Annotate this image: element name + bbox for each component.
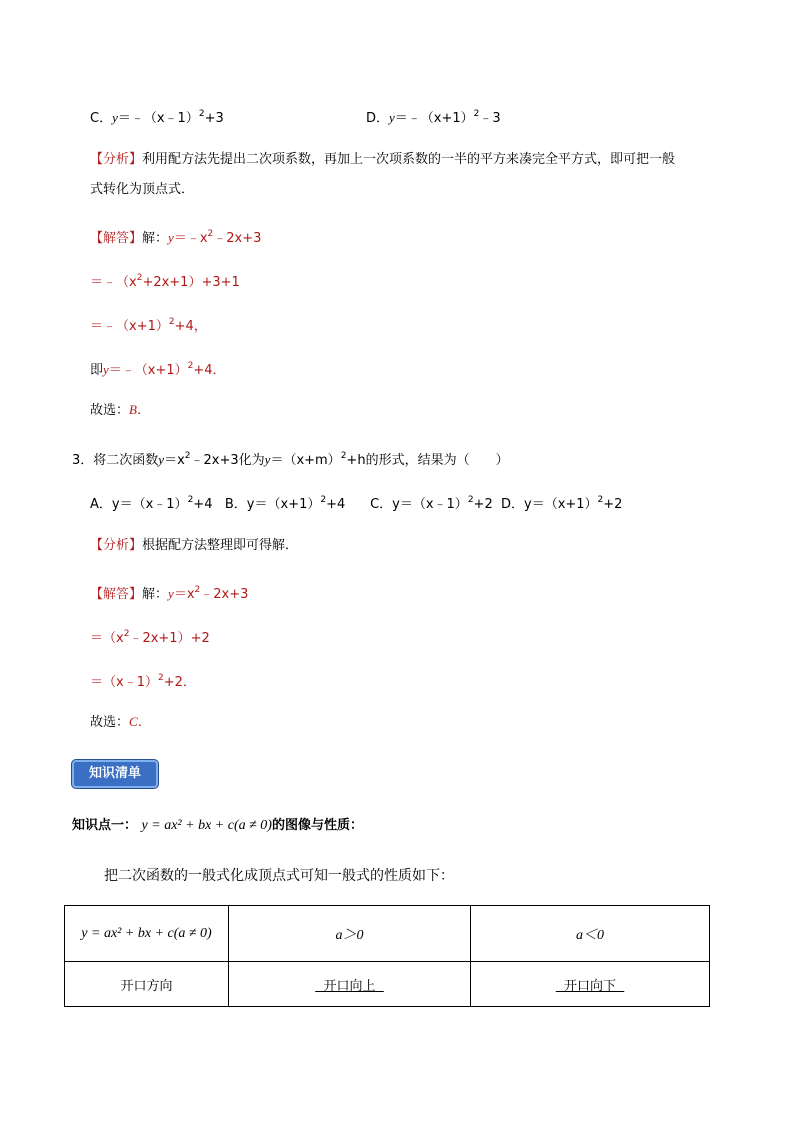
answer-line-3: $=﹣(x+1)^2+4$， [90, 317, 207, 334]
option-c: C．y＝﹣（x﹣1）$^2$+3 [90, 109, 224, 126]
knowledge-list-tag: 知识清单 [72, 760, 158, 788]
option-c: C．y＝（x﹣1）$^2$+2 [370, 495, 493, 512]
analysis-paragraph-cont: 式转化为顶点式． [90, 182, 195, 197]
table-cell: 开口向上 [229, 962, 471, 1007]
table-cell: 开口方向 [65, 962, 229, 1007]
table-header-cell: a＜0 [471, 906, 710, 962]
formula: y = ax² + bx + c(a ≠ 0) [141, 818, 272, 833]
answer-tag: 【解答】 [90, 231, 143, 246]
option-b: B．$y=(x+1)^2+4$ [224, 495, 346, 512]
table-row [65, 906, 710, 962]
answer-line-1: 【解答】解：$y=﹣x^2﹣2x+3$ [90, 229, 262, 246]
properties-table [64, 905, 710, 1007]
question-3-options [90, 492, 622, 513]
answer-tag: 【解答】 [90, 587, 143, 602]
answer-choice: 故选：B． [90, 402, 150, 418]
answer-choice: 故选：C． [90, 714, 151, 730]
answer-line-1: 【解答】解：$y=x^2﹣2x+3$ [90, 585, 249, 602]
knowledge-intro: 把二次函数的一般式化成顶点式可知一般式的性质如下： [104, 868, 454, 884]
analysis-tag: 【分析】 [90, 152, 143, 167]
answer-line-4: 即$y=﹣(x+1)^2+4$． [90, 361, 226, 378]
table-row [65, 962, 710, 1007]
analysis-paragraph: 【分析】利用配方法先提出二次项系数，再加上一次项系数的一半的平方来凑完全平方式，即可把一般 [90, 152, 676, 167]
answer-line-3: ＝（x﹣1）$^2$+2． [90, 673, 196, 690]
answer-line-2: $=(x^2﹣2x+1)+2$ [90, 629, 210, 646]
option-d: D．$y=﹣(x+1)^2﹣3$ [366, 109, 501, 126]
knowledge-point-title: 知识点一： y = ax² + bx + c(a ≠ 0)的图像与性质： [72, 818, 363, 833]
question-3-stem: 3．将二次函数$y=x^2﹣2x+3$化为$y=(x+m)^2+h$的形式，结果为（ ） [72, 451, 509, 468]
analysis-paragraph: 【分析】根据配方法整理即可得解． [90, 538, 299, 553]
option-d: D．$y=(x+1)^2+2$ [500, 495, 623, 512]
answer-line-2: $=﹣(x^2+2x+1)+3+1$ [90, 273, 240, 290]
table-header-cell: y = ax² + bx + c(a ≠ 0) [65, 906, 229, 962]
table-header-cell: a＞0 [229, 906, 471, 962]
table-cell: 开口向下 [471, 962, 710, 1007]
analysis-tag: 【分析】 [90, 538, 143, 553]
option-a: A．y＝（x﹣1）$^2$+4 [90, 495, 213, 512]
